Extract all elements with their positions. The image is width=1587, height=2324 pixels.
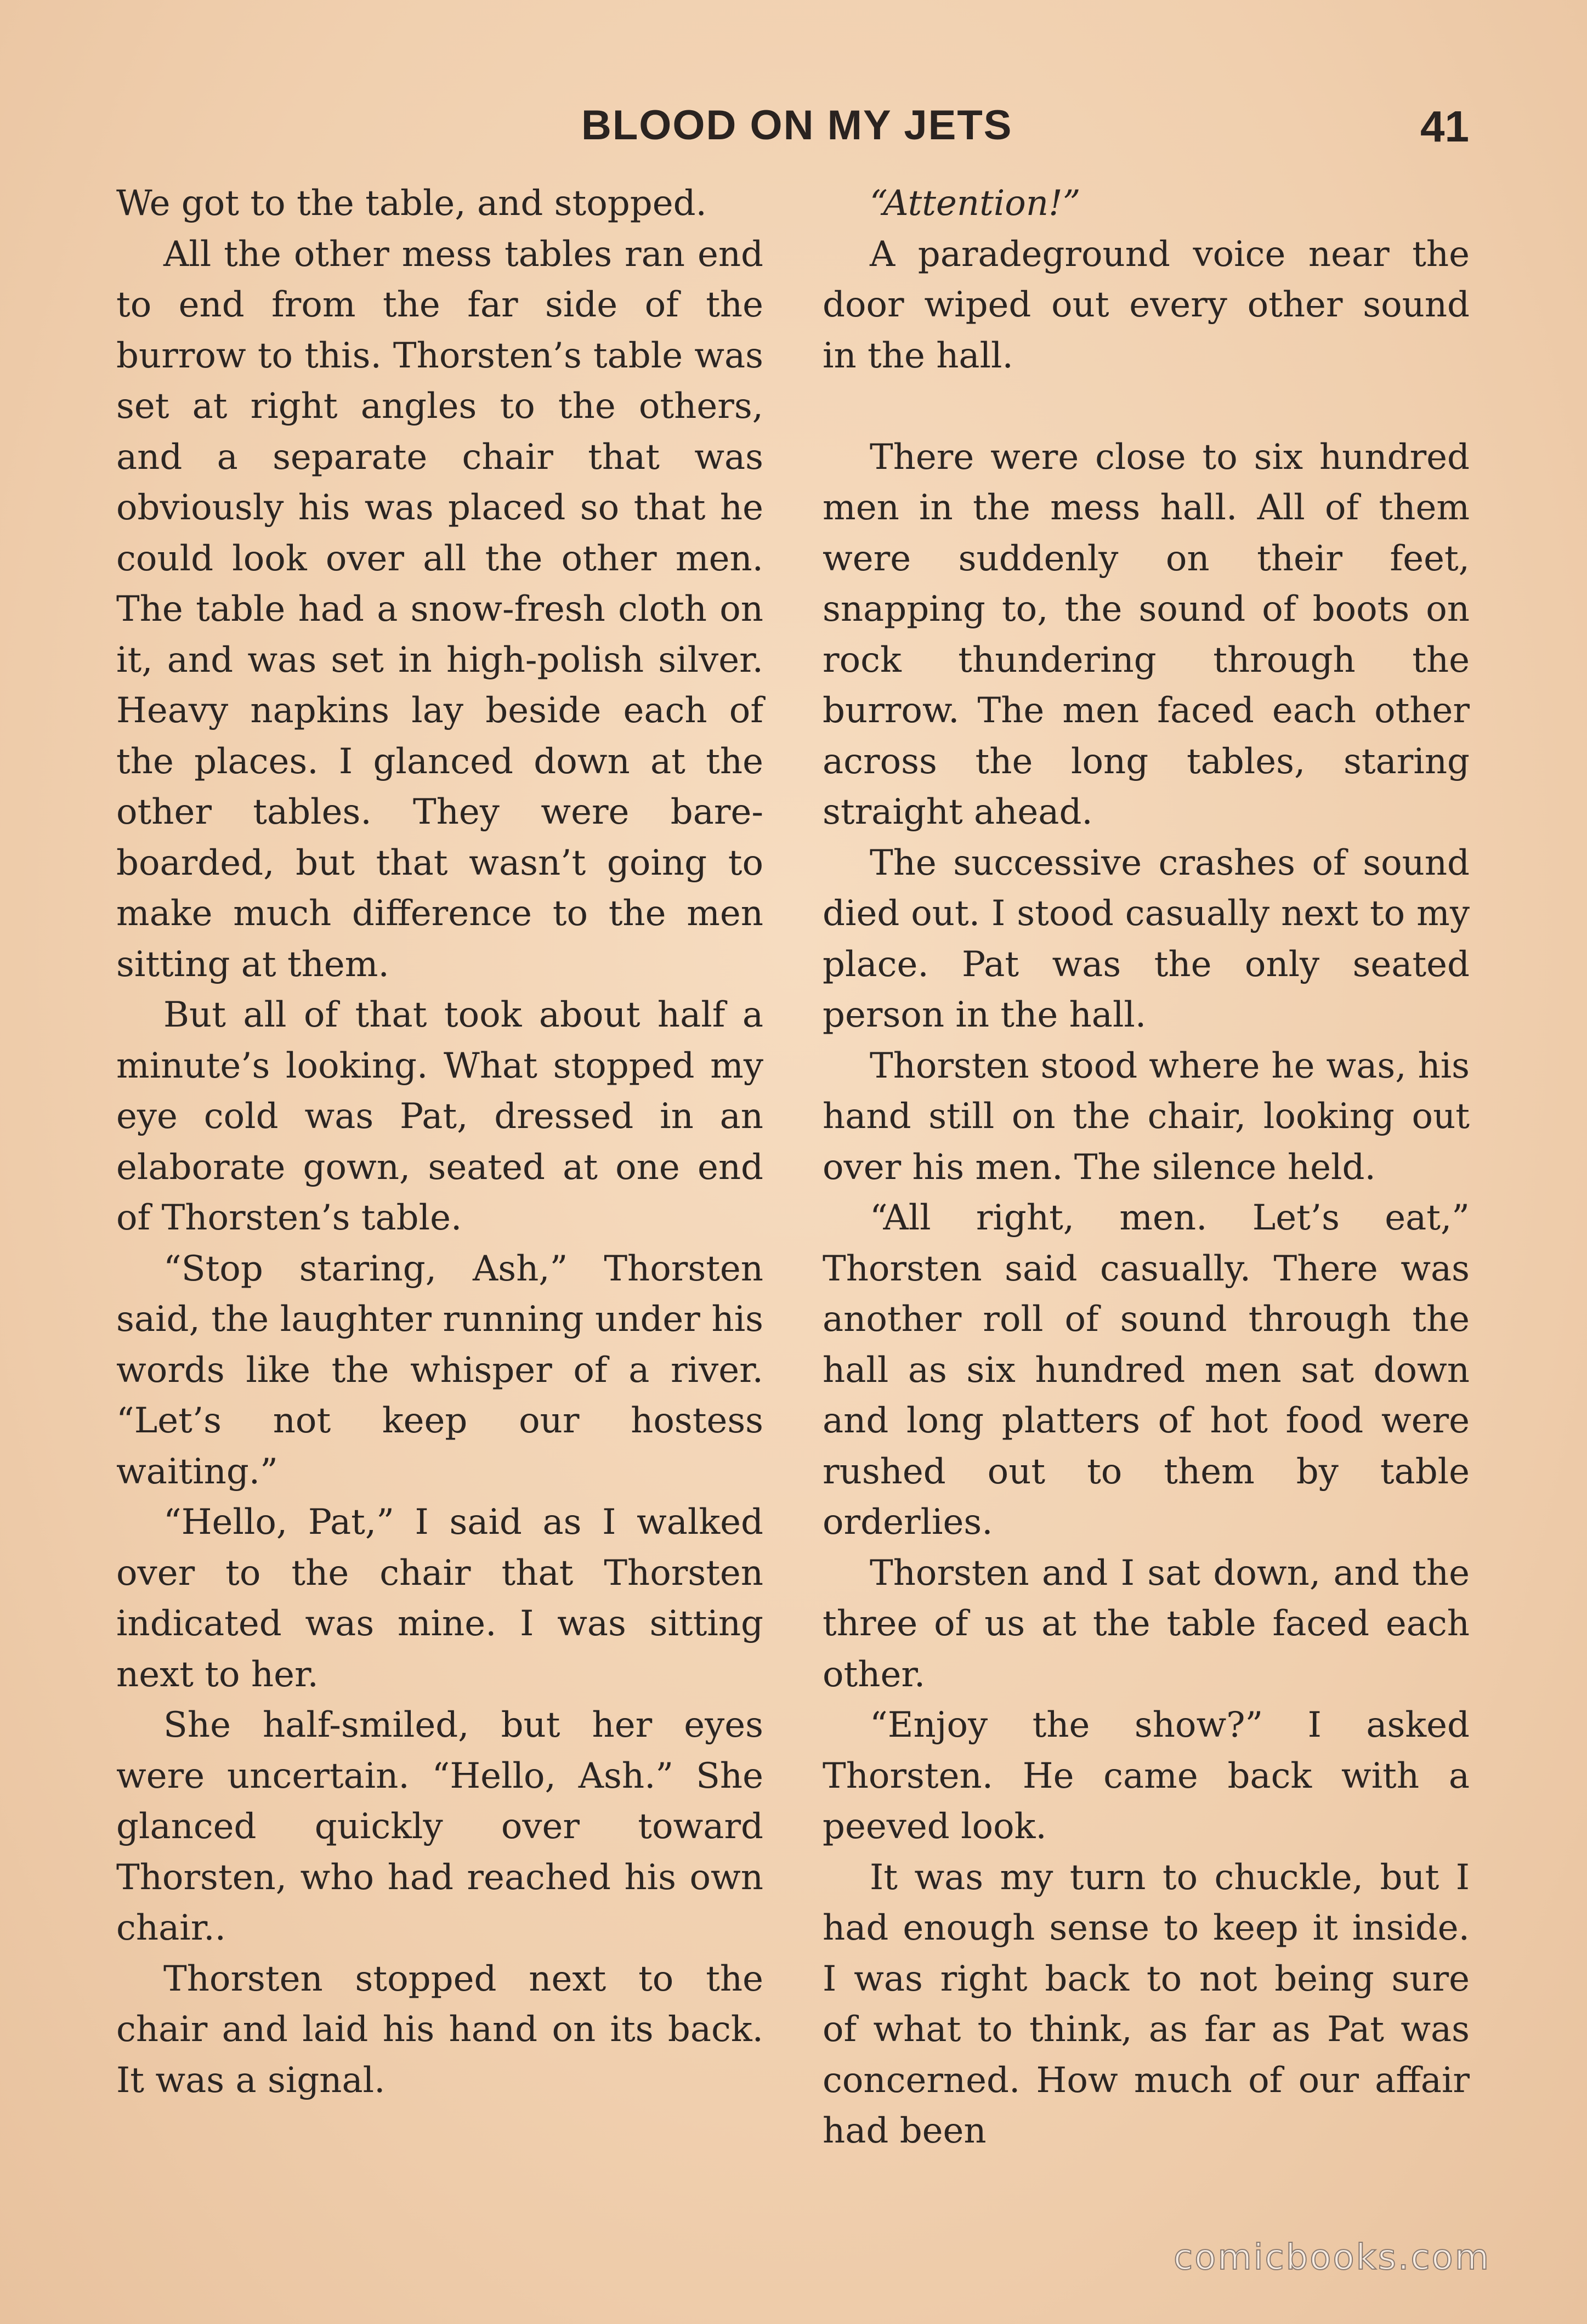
paragraph: It was my turn to chuckle, but I had enough sense to keep it inside. I was right back to not being sure of what to think, as far as Pat was concerned. How much of our affair had been [823, 1857, 1470, 2151]
running-title: BLOOD ON MY JETS [581, 102, 1013, 149]
paragraph: But all of that took about half a minute’s looking. What stopped my eye cold was Pat, dressed in an elaborate gown, seated at one end of Thorsten’s table. [116, 995, 763, 1238]
paragraph: Thorsten and I sat down, and the three of us at the table faced each other. [823, 1552, 1470, 1695]
paragraph: The successive crashes of sound died out. I stood casually next to my place. Pat was the only seated person in the hall. [823, 842, 1470, 1035]
paragraph: Thorsten stood where he was, his hand still on the chair, looking out over his men. The silence held. [823, 1045, 1470, 1188]
paragraph: There were close to six hundred men in the mess hall. All of them were suddenly on their feet, snapping to, the sound of boots on rock thundering through the burrow. The men faced each other across the long tables, staring straight ahead. [823, 437, 1470, 832]
paragraph: “Attention!” [870, 183, 1081, 224]
paragraph: “All right, men. Let’s eat,” Thorsten said casually. There was another roll of sound through the hall as six hundred men sat down and long platters of hot food were rushed out to them by table orderlies. [823, 1198, 1470, 1543]
paragraph: All the other mess tables ran end to end from the far side of the burrow to this. Thorsten’s table was set at right angles to the others, and a separate chair that was obviously his was placed so that he could look over all the other men. The table had a snow-fresh cloth on it, and was set in high-polish silver. Heavy napkins lay beside each of the places. I glanced down at the other tables. They were bare-boarded, but that wasn’t going to make much difference to the men sitting at them. [116, 234, 763, 985]
right-text-column [823, 178, 1470, 2157]
paragraph: She half-smiled, but her eyes were uncertain. “Hello, Ash.” She glanced quickly over toward Thorsten, who had reached his own chair.. [116, 1705, 763, 1948]
watermark: comicbooks.com [1174, 2237, 1491, 2278]
running-head [0, 101, 1587, 167]
paragraph: A paradeground voice near the door wiped out every other sound in the hall. [823, 234, 1470, 376]
page-number: 41 [1420, 102, 1469, 151]
paragraph: “Hello, Pat,” I said as I walked over to the chair that Thorsten indicated was mine. I was sitting next to her. [116, 1502, 763, 1695]
left-text-column [116, 178, 763, 2106]
paragraph: We got to the table, and stopped. [116, 183, 707, 224]
paragraph: “Enjoy the show?” I asked Thorsten. He came back with a peeved look. [823, 1705, 1470, 1847]
paragraph: Thorsten stopped next to the chair and laid his hand on its back. It was a signal. [116, 1958, 763, 2101]
paragraph: “Stop staring, Ash,” Thorsten said, the laughter running under his words like the whisper of a river. “Let’s not keep our hostess waiting.” [116, 1248, 763, 1492]
